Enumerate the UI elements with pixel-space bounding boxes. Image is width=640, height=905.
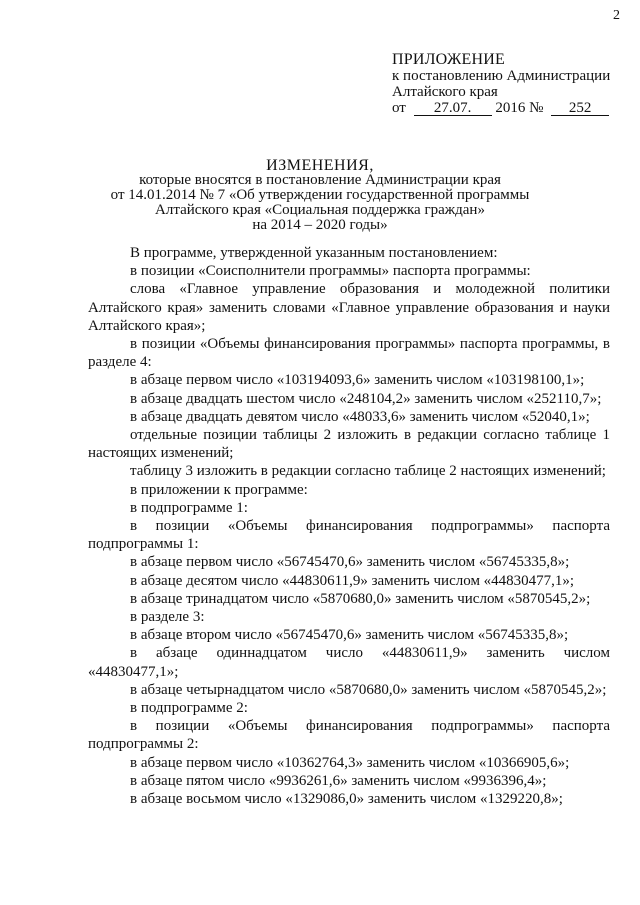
paragraph: в абзаце двадцать шестом число «248104,2» заменить числом «252110,7»; (130, 390, 602, 407)
appendix-title: ПРИЛОЖЕНИЕ (392, 51, 506, 68)
appendix-number: 252 (551, 101, 609, 116)
paragraph: В программе, утвержденной указанным постановлением: (130, 245, 498, 261)
paragraph: в разделе 3: (130, 609, 205, 626)
paragraph: в подпрограмме 2: (130, 700, 248, 717)
appendix-number-sign: № (529, 100, 544, 116)
paragraph: в абзаце первом число «103194093,6» заменить числом «103198100,1»; (130, 372, 585, 389)
document-body (88, 244, 610, 808)
paragraph: в приложении к программе: (130, 481, 308, 498)
appendix-year: 2016 (495, 100, 526, 116)
paragraph: в абзаце двадцать девятом число «48033,6» заменить числом «52040,1»; (130, 408, 590, 425)
appendix-block (392, 52, 610, 116)
document-heading (80, 158, 560, 233)
page-number: 2 (613, 8, 620, 23)
paragraph: в абзаце восьмом число «1329086,0» заменить числом «1329220,8»; (130, 791, 563, 808)
paragraph: в абзаце пятом число «9936261,6» заменить числом «9936396,4»; (130, 772, 547, 789)
paragraph: в абзаце десятом число «44830611,9» заменить числом «44830477,1»; (130, 572, 575, 589)
paragraph: в позиции «Соисполнители программы» паспорта программы: (130, 263, 531, 280)
paragraph: слова «Главное управление образования и молодежной политики Алтайского края» заменить словами «Главное управление образования и науки Алтайского края»; (88, 281, 610, 334)
paragraph: в абзаце одиннадцатом число «44830611,9» заменить числом «44830477,1»; (88, 645, 610, 680)
heading-line-1: которые вносятся в постановление Администрации края (139, 172, 501, 188)
paragraph: в позиции «Объемы финансирования подпрограммы» паспорта подпрограммы 1: (88, 518, 610, 553)
paragraph: в подпрограмме 1: (130, 499, 248, 516)
paragraph: в абзаце первом число «10362764,3» заменить числом «10366905,6»; (130, 754, 570, 771)
heading-line-4: на 2014 – 2020 годы» (252, 217, 388, 233)
heading-line-3: Алтайского края «Социальная поддержка граждан» (155, 202, 485, 218)
appendix-date-line (392, 100, 610, 116)
appendix-line-1: к постановлению Администрации (392, 68, 611, 84)
paragraph: в абзаце тринадцатом число «5870680,0» заменить числом «5870545,2»; (130, 590, 591, 607)
paragraph: отдельные позиции таблицы 2 изложить в редакции согласно таблице 1 настоящих изменений; (88, 427, 610, 462)
paragraph: в абзаце первом число «56745470,6» заменить числом «56745335,8»; (130, 554, 570, 571)
paragraph: в абзаце втором число «56745470,6» заменить числом «56745335,8»; (130, 627, 569, 644)
appendix-line-2: Алтайского края (392, 84, 498, 100)
paragraph: в позиции «Объемы финансирования подпрограммы» паспорта подпрограммы 2: (88, 718, 610, 753)
appendix-day-month: 27.07. (414, 101, 492, 116)
paragraph: в абзаце четырнадцатом число «5870680,0» заменить числом «5870545,2»; (130, 681, 607, 698)
appendix-from-prefix: от (392, 100, 406, 116)
heading-line-2: от 14.01.2014 № 7 «Об утверждении государственной программы (110, 187, 530, 203)
paragraph: таблицу 3 изложить в редакции согласно таблице 2 настоящих изменений; (130, 463, 606, 480)
paragraph: в позиции «Объемы финансирования программы» паспорта программы, в разделе 4: (88, 336, 610, 371)
heading-title: ИЗМЕНЕНИЯ, (266, 157, 374, 174)
